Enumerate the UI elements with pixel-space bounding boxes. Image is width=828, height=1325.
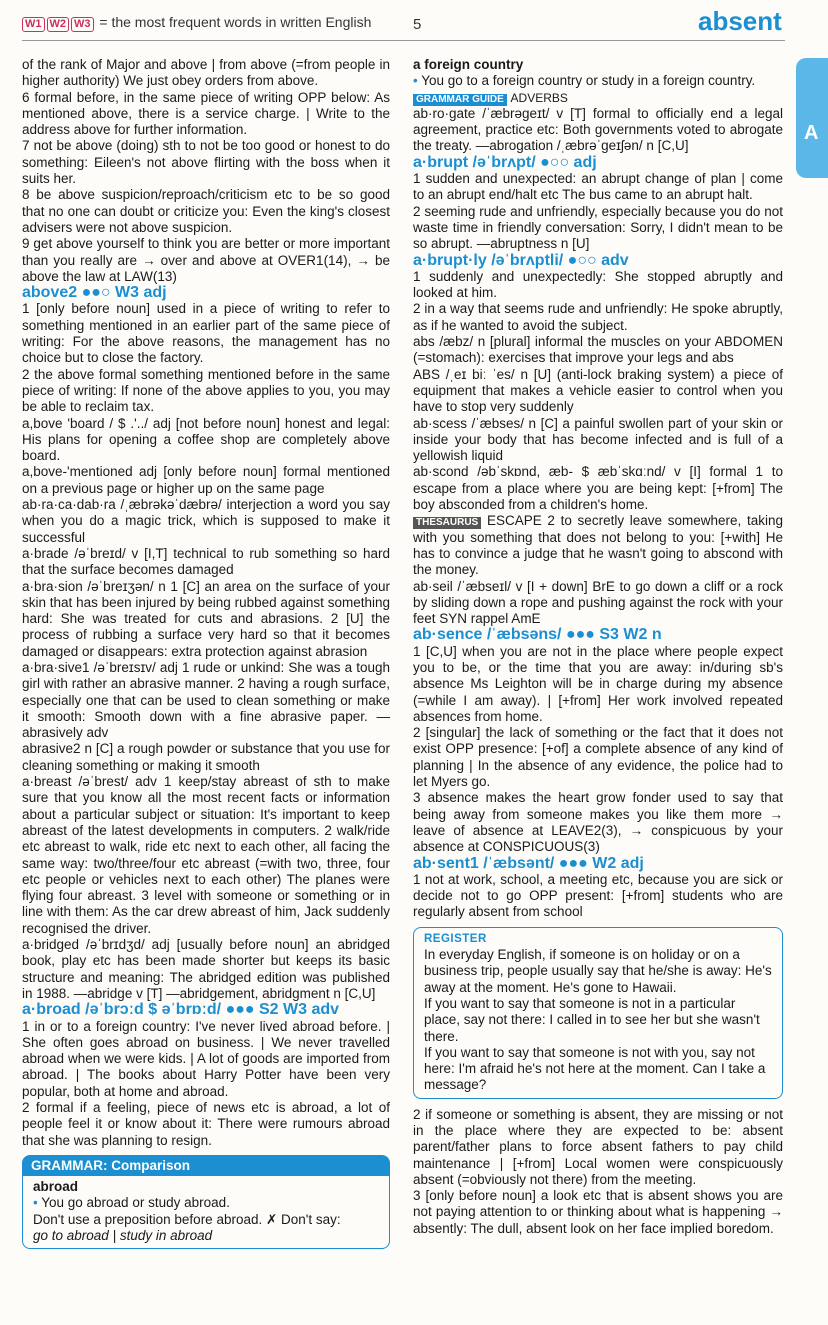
- register-box-title: REGISTER: [424, 932, 487, 945]
- grammar-box-word: abroad: [33, 1179, 79, 1195]
- entry-text: abrasive2 n [C] a rough powder or substance that you use for cleaning something or making it smooth: [22, 741, 390, 773]
- w3-badge: W3: [71, 17, 94, 32]
- entry-text: 2 [singular] the lack of something or the fact that it does not exist OPP presence: [+of] a complete absence of any kind of planning | In the absence of any evidence, the police had to let Myers go.: [413, 725, 783, 790]
- entry-text: ab·scess /ˈæbses/ n [C] a painful swollen part of your skin or inside your body that has become infected and is full of a yellowish liquid: [413, 415, 783, 464]
- grammar-box-title: GRAMMAR: Comparison: [23, 1156, 389, 1176]
- entry-text: a·bridged /əˈbrɪdʒd/ adj [usually before noun] an abridged book, play etc has been made shorter but keeps its basic structure and meaning: The abridged edition was published in 1988. —abridge v [T] —abridgement, abridgment n [C,U]: [22, 937, 390, 1001]
- entry-text: ABS /ˌeɪ biː ˈes/ n [U] (anti-lock braking system) a piece of equipment that makes a vehicle easier to control when you have to stop very suddenly: [413, 366, 783, 415]
- thumb-index-tab: [796, 58, 828, 178]
- thesaurus-tag: THESAURUS: [413, 517, 481, 529]
- entry-text: 1 [only before noun] used in a piece of writing to refer to something mentioned in an earlier part of the same piece of writing: For the above reasons, the management has no choice but to close the factory.: [22, 301, 390, 366]
- entry-text: 9 get above yourself to think you are better or more important than you really are → over and above at OVER1(14), → be above the law at LAW(13): [22, 236, 390, 284]
- entry-text: abs /æbz/ n [plural] informal the muscles on your ABDOMEN (=stomach): exercises that improve your legs and abs: [413, 334, 783, 366]
- register-box: [413, 927, 783, 1099]
- grammar-guide: GRAMMAR GUIDE ADVERBS: [413, 90, 783, 106]
- page-number: 5: [413, 16, 422, 33]
- entry-text: 8 be above suspicion/reproach/criticism etc to be so good that no one can doubt or criticize you: Even the king's closest advisers were not above suspicion.: [22, 187, 390, 235]
- entry-text: 2 formal if a feeling, piece of news etc is abroad, a lot of people feel it or know about it: There were rumours abroad that she was planning to resign.: [22, 1100, 390, 1148]
- entry-text: 2 in a way that seems rude and unfriendly: He spoke abruptly, as if he wanted to avoid the subject.: [413, 301, 783, 333]
- page-header-caption: [22, 14, 371, 32]
- headword: a·brupt·ly /əˈbrʌptli/ ●○○ adv: [413, 251, 629, 269]
- register-line: If you want to say that someone is not with you, say not here: I'm afraid he's not here at the moment. Can I take a message?: [424, 1044, 766, 1093]
- thumb-letter: A: [804, 122, 819, 144]
- entry-text: a·brade /əˈbreɪd/ v [I,T] technical to rub something so hard that the surface becomes damaged: [22, 545, 390, 578]
- entry-text: a,bove-'mentioned adj [only before noun] formal mentioned on a previous page or higher up on the same page: [22, 464, 390, 496]
- w2-badge: W2: [47, 17, 70, 32]
- headword: above2 ●●○ W3 adj: [22, 284, 167, 302]
- grammar-box-wrong: go to abroad | study in abroad: [33, 1228, 213, 1244]
- grammar-box-bullet: • You go abroad or study abroad.: [33, 1195, 230, 1211]
- headword: ab·sence /ˈæbsəns/ ●●● S3 W2 n: [413, 626, 662, 644]
- entry-text: a·bra·sive1 /əˈbreɪsɪv/ adj 1 rude or unkind: She was a tough girl with rather an abrasive manner. 2 having a rough surface, especially one that can be used to clean something or make it smooth: Smooth down with a fine abrasive paper. —abrasively adv: [22, 659, 390, 741]
- entry-text: 2 if someone or something is absent, they are missing or not in the place where they are expected to be: absent parent/father plans to force absent fathers to pay child maintenance | [+from] Local women were conspicuously absent (=obviously not there) from the meeting.: [413, 1106, 783, 1187]
- entry-text: ab·scond /əbˈskɒnd, æb- $ æbˈskɑːnd/ v [I] formal 1 to escape from a place where you are being kept: [+from] The boy absconded from a children's home.: [413, 464, 783, 513]
- entry-text: 1 suddenly and unexpectedly: She stopped abruptly and looked at him.: [413, 268, 783, 301]
- headword: a·brupt /əˈbrʌpt/ ●○○ adj: [413, 153, 597, 171]
- entry-text: ab·ro·gate /ˈæbrəgeɪt/ v [T] formal to officially end a legal agreement, practice etc: Both governments voted to abrogate the treaty. —abrogation /ˌæbrəˈgeɪʃən/ n [C,U]: [413, 105, 783, 154]
- entry-text: a,bove 'board / $ .'../ adj [not before noun] honest and legal: His plans for opening a coffee shop are completely above board.: [22, 415, 390, 464]
- register-line: If you want to say that someone is not in a particular place, say not there: I called in to see her but she wasn't there.: [424, 995, 760, 1044]
- entry-text: 1 in or to a foreign country: I've never lived abroad before. | She often goes abroad on business. | We never travelled abroad when we were kids. | A lot of goods are imported from abroad. | The books about Harry Potter have been very popular, both at home and abroad.: [22, 1018, 390, 1099]
- entry-text: a·bra·sion /əˈbreɪʒən/ n 1 [C] an area on the surface of your skin that has been injured by being rubbed against something hard: She was treated for cuts and abrasions. 2 [U] the process of rubbing a surface very hard so that it becomes damaged or disappears: extra protection against abrasion: [22, 578, 390, 659]
- entry-text: ab·ra·ca·dab·ra /ˌæbrəkəˈdæbrə/ interjection a word you say when you do a magic trick, which is supposed to make it successful: [22, 497, 390, 545]
- register-line: In everyday English, if someone is on holiday or on a business trip, people usually say that he/she is away: He's away at the moment. He's gone to Hawaii.: [424, 947, 772, 995]
- right-column: [413, 57, 783, 1237]
- entry-text: 1 [C,U] when you are not in the place where people expect you to be, or the time that you are away: in/during sb's absence Ms Leighton will be in charge during my absence (=while I am away). | [+from] Her work involved repeated absences from home.: [413, 643, 783, 724]
- entry-text: 2 seeming rude and unfriendly, especially because you do not waste time in friendly conversation: Sorry, I didn't mean to be so abrupt. —abruptness n [U]: [413, 203, 783, 252]
- entry-text: 1 not at work, school, a meeting etc, because you are sick or decide not to go OPP present: [+from] students who are regularly absent from school: [413, 871, 783, 920]
- guide-word: absent: [698, 6, 782, 36]
- entry-text: • You go to a foreign country or study in a foreign country.: [413, 73, 756, 89]
- entry-text: 6 formal before, in the same piece of writing OPP below: As mentioned above, there is a service charge. | Write to the address above for further information.: [22, 89, 390, 138]
- entry-text: a·breast /əˈbrest/ adv 1 keep/stay abreast of sth to make sure that you know all the most recent facts or information about a particular subject or situation: It's important to keep abreast of the latest developments in computers. 2 walk/ride etc abreast to walk, ride etc next to each other, all facing the same way: two/three/four etc abreast (=with two, three, four etc people or vehicles next to each other) The planes were flying four abreast. 3 level with someone or something or in line with them: As the car drew abreast of him, Jack suddenly recognised the driver.: [22, 774, 390, 936]
- w1-badge: W1: [22, 17, 45, 32]
- grammar-box: [22, 1155, 390, 1249]
- entry-text: 2 the above formal something mentioned before in the same piece of writing: If none of the above applies to you, you may be able to reclaim tax.: [22, 366, 390, 415]
- entry-text: 1 sudden and unexpected: an abrupt change of plan | come to an abrupt end/halt etc The bus came to an abrupt halt.: [413, 171, 783, 203]
- headword: ab·sent1 /ˈæbsənt/ ●●● W2 adj: [413, 854, 644, 872]
- headword: a·broad /əˈbrɔːd $ əˈbrɒːd/ ●●● S2 W3 adv: [22, 1001, 340, 1019]
- entry-text: a foreign country: [413, 57, 524, 72]
- entry-text: 7 not be above (doing) sth to not be too good or honest to do something: Eileen's not above flirting with the boss when it suits her.: [22, 138, 390, 187]
- entry-text: ab·seil /ˈæbseɪl/ v [I + down] BrE to go down a cliff or a rock by sliding down a rope and pushing against the rock with your feet SYN rappel AmE: [413, 578, 783, 627]
- grammar-box-note: Don't use a preposition before abroad. ✗ Don't say:: [33, 1211, 341, 1227]
- header-rule: [22, 40, 785, 41]
- entry-text: 3 [only before noun] a look etc that is absent shows you are not paying attention to or thinking about what is happening → absently: The dull, absent look on her face implied boredom.: [413, 1188, 783, 1236]
- caption-text: = the most frequent words in written English: [99, 14, 372, 30]
- left-column: [22, 57, 390, 1249]
- entry-text: THESAURUS ESCAPE 2 to secretly leave somewhere, taking with you something that does not belong to you: [+with] He has to convince a judge that he wasn't going to abscond with the money.: [413, 513, 783, 578]
- entry-text: of the rank of Major and above | from above (=from people in higher authority) We just obey orders from above.: [22, 57, 390, 89]
- entry-text: 3 absence makes the heart grow fonder used to say that being away from someone makes you like them more → leave of absence at LEAVE2(3), → conspicuous by your absence at CONSPICUOUS(3): [413, 790, 783, 855]
